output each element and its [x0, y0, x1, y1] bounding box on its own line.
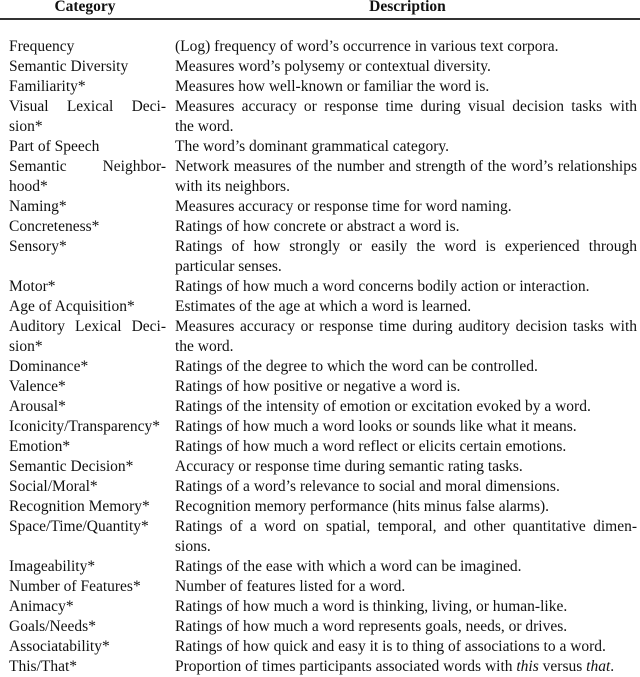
- category-cell: [9, 517, 166, 557]
- category-cell: [9, 57, 166, 77]
- category-cell: [9, 237, 166, 277]
- table-row: [0, 37, 640, 57]
- description-cell: [175, 277, 637, 297]
- table-row: [0, 137, 640, 157]
- description-cell-line: Ratings of how much a word is thinking, living, or human-like.: [175, 598, 568, 615]
- description-cell-line: Ratings of how much a word looks or sounds like what it means.: [175, 418, 577, 435]
- category-cell: [9, 617, 166, 637]
- description-cell-line: the word.: [175, 338, 234, 355]
- italic-term: that: [586, 658, 611, 675]
- table-row: [0, 617, 640, 637]
- column-header-description: Description: [369, 0, 446, 15]
- category-cell: [9, 437, 166, 457]
- category-cell-line: sion*: [9, 118, 43, 135]
- description-cell-line: The word’s dominant grammatical category.: [175, 138, 450, 155]
- category-cell: [9, 197, 166, 217]
- description-cell: [175, 217, 637, 237]
- table-row: [0, 557, 640, 577]
- description-cell: [175, 137, 637, 157]
- category-cell-line: hood*: [9, 178, 48, 195]
- table-row: [0, 377, 640, 397]
- description-cell: [175, 197, 637, 217]
- category-cell: [9, 357, 166, 377]
- text-segment: versus: [538, 658, 587, 675]
- category-cell-line: Number of Features*: [9, 578, 141, 595]
- text-segment: Proportion of times participants associated words with: [175, 658, 517, 675]
- category-cell-line: Part of Speech: [9, 138, 100, 155]
- table-row: [0, 477, 640, 497]
- category-cell: [9, 97, 166, 137]
- description-cell-line: Network measures of the number and strength of the word’s relationships: [175, 158, 637, 175]
- category-cell: [9, 317, 166, 357]
- category-cell: [9, 637, 166, 657]
- table-row: [0, 97, 640, 137]
- category-cell-line: Sensory*: [9, 238, 67, 255]
- description-cell: [175, 457, 637, 477]
- category-cell-line: Arousal*: [9, 398, 66, 415]
- category-cell-line: Familiarity*: [9, 78, 86, 95]
- category-cell: [9, 217, 166, 237]
- description-cell-line: Measures accuracy or response time during auditory decision tasks with: [175, 318, 637, 335]
- description-cell-line: Recognition memory performance (hits minus false alarms).: [175, 498, 550, 515]
- table-row: [0, 577, 640, 597]
- table-row: [0, 237, 640, 277]
- description-cell: [175, 37, 637, 57]
- category-cell: [9, 297, 166, 317]
- description-cell-line: Ratings of how much a word concerns bodily action or interaction.: [175, 278, 590, 295]
- table-row: [0, 517, 640, 557]
- description-cell-line: particular senses.: [175, 258, 282, 275]
- category-cell: [9, 557, 166, 577]
- category-cell-line: Auditory Lexical Deci-: [9, 318, 166, 335]
- description-cell-line: Ratings of how much a word represents goals, needs, or drives.: [175, 618, 568, 635]
- description-cell: [175, 617, 637, 637]
- description-cell-line: Ratings of how much a word reflect or elicits certain emotions.: [175, 438, 567, 455]
- category-cell-line: Concreteness*: [9, 218, 100, 235]
- description-cell-line: Ratings of the degree to which the word can be controlled.: [175, 358, 538, 375]
- table-row: [0, 77, 640, 97]
- category-cell-line: Valence*: [9, 378, 66, 395]
- description-cell: [175, 237, 637, 277]
- description-cell-line: Ratings of how concrete or abstract a word is.: [175, 218, 460, 235]
- category-cell-line: Space/Time/Quantity*: [9, 518, 149, 535]
- category-cell: [9, 477, 166, 497]
- description-cell: [175, 497, 637, 517]
- description-cell: [175, 77, 637, 97]
- table-row: [0, 657, 640, 677]
- italic-term: this: [516, 658, 539, 675]
- description-cell: [175, 417, 637, 437]
- category-cell: [9, 77, 166, 97]
- category-cell: [9, 497, 166, 517]
- category-cell-line: Age of Acquisition*: [9, 298, 135, 315]
- text-segment: .: [610, 658, 615, 675]
- table-row: [0, 317, 640, 357]
- category-cell-line: Recognition Memory*: [9, 498, 150, 515]
- category-cell: [9, 597, 166, 617]
- description-cell: [175, 397, 637, 417]
- category-cell-line: Naming*: [9, 198, 67, 215]
- description-cell: [175, 577, 637, 597]
- category-cell: [9, 397, 166, 417]
- column-header-category: Category: [54, 0, 116, 15]
- description-cell-line: Measures how well-known or familiar the word is.: [175, 78, 490, 95]
- description-cell-line: Ratings of how quick and easy it is to thing of associations to a word.: [175, 638, 606, 655]
- category-cell: [9, 157, 166, 197]
- table-row: [0, 597, 640, 617]
- table-row: [0, 637, 640, 657]
- description-cell: [175, 57, 637, 77]
- category-cell-line: Visual Lexical Deci-: [9, 98, 166, 115]
- category-cell-line: Motor*: [9, 278, 56, 295]
- description-cell: [175, 297, 637, 317]
- table-row: [0, 197, 640, 217]
- table-row: [0, 397, 640, 417]
- table-row: [0, 357, 640, 377]
- description-cell: [175, 357, 637, 377]
- table-row: [0, 297, 640, 317]
- description-cell-line: [175, 657, 637, 677]
- description-cell-line: Measures accuracy or response time for word naming.: [175, 198, 512, 215]
- table-row: [0, 57, 640, 77]
- description-cell-line: (Log) frequency of word’s occurrence in various text corpora.: [175, 38, 559, 55]
- category-cell-line: Frequency: [9, 38, 75, 55]
- description-cell-line: the word.: [175, 118, 234, 135]
- description-cell: [175, 637, 637, 657]
- category-cell-line: Animacy*: [9, 598, 74, 615]
- description-cell-line: Accuracy or response time during semantic rating tasks.: [175, 458, 523, 475]
- category-cell-line: Semantic Diversity: [9, 58, 129, 75]
- description-cell-line: with its neighbors.: [175, 178, 290, 195]
- category-cell-line: Social/Moral*: [9, 478, 98, 495]
- description-cell: [175, 377, 637, 397]
- category-cell: [9, 37, 166, 57]
- description-cell: [175, 317, 637, 357]
- table-row: [0, 417, 640, 437]
- description-cell: [175, 517, 637, 557]
- description-cell: [175, 437, 637, 457]
- description-cell-line: sions.: [175, 538, 211, 555]
- table-row: [0, 277, 640, 297]
- description-cell-line: Ratings of the intensity of emotion or excitation evoked by a word.: [175, 398, 591, 415]
- category-cell: [9, 657, 166, 677]
- category-cell-line: Emotion*: [9, 438, 71, 455]
- description-cell-line: Ratings of how strongly or easily the word is experienced through: [175, 238, 637, 255]
- category-cell-line: sion*: [9, 338, 43, 355]
- description-cell-line: Ratings of the ease with which a word can be imagined.: [175, 558, 522, 575]
- category-cell-line: Iconicity/Transparency*: [9, 418, 160, 435]
- description-cell-line: Estimates of the age at which a word is learned.: [175, 298, 472, 315]
- category-cell: [9, 457, 166, 477]
- category-cell: [9, 137, 166, 157]
- category-cell-line: Semantic Decision*: [9, 458, 134, 475]
- category-cell: [9, 577, 166, 597]
- table-row: [0, 497, 640, 517]
- category-cell-line: Associatability*: [9, 638, 110, 655]
- description-cell-line: Ratings of a word on spatial, temporal, and other quantitative dimen-: [175, 518, 637, 535]
- category-cell: [9, 417, 166, 437]
- description-cell: [175, 97, 637, 137]
- table-row: [0, 457, 640, 477]
- description-cell: [175, 657, 637, 677]
- category-cell-line: Goals/Needs*: [9, 618, 96, 635]
- description-cell: [175, 557, 637, 577]
- category-cell: [9, 277, 166, 297]
- category-cell-line: This/That*: [9, 658, 78, 675]
- header-rule: [0, 18, 640, 20]
- category-cell-line: Imageability*: [9, 558, 96, 575]
- table-row: [0, 437, 640, 457]
- table-row: [0, 157, 640, 197]
- category-cell-line: Semantic Neighbor-: [9, 158, 166, 175]
- category-cell: [9, 377, 166, 397]
- description-cell: [175, 477, 637, 497]
- category-cell-line: Dominance*: [9, 358, 89, 375]
- description-cell-line: Measures word’s polysemy or contextual diversity.: [175, 58, 491, 75]
- description-cell: [175, 597, 637, 617]
- description-cell: [175, 157, 637, 197]
- description-cell-line: Ratings of how positive or negative a word is.: [175, 378, 461, 395]
- description-cell-line: Measures accuracy or response time during visual decision tasks with: [175, 98, 637, 115]
- description-cell-line: Ratings of a word’s relevance to social and moral dimensions.: [175, 478, 560, 495]
- table-row: [0, 217, 640, 237]
- description-cell-line: Number of features listed for a word.: [175, 578, 406, 595]
- table-body: [0, 37, 640, 677]
